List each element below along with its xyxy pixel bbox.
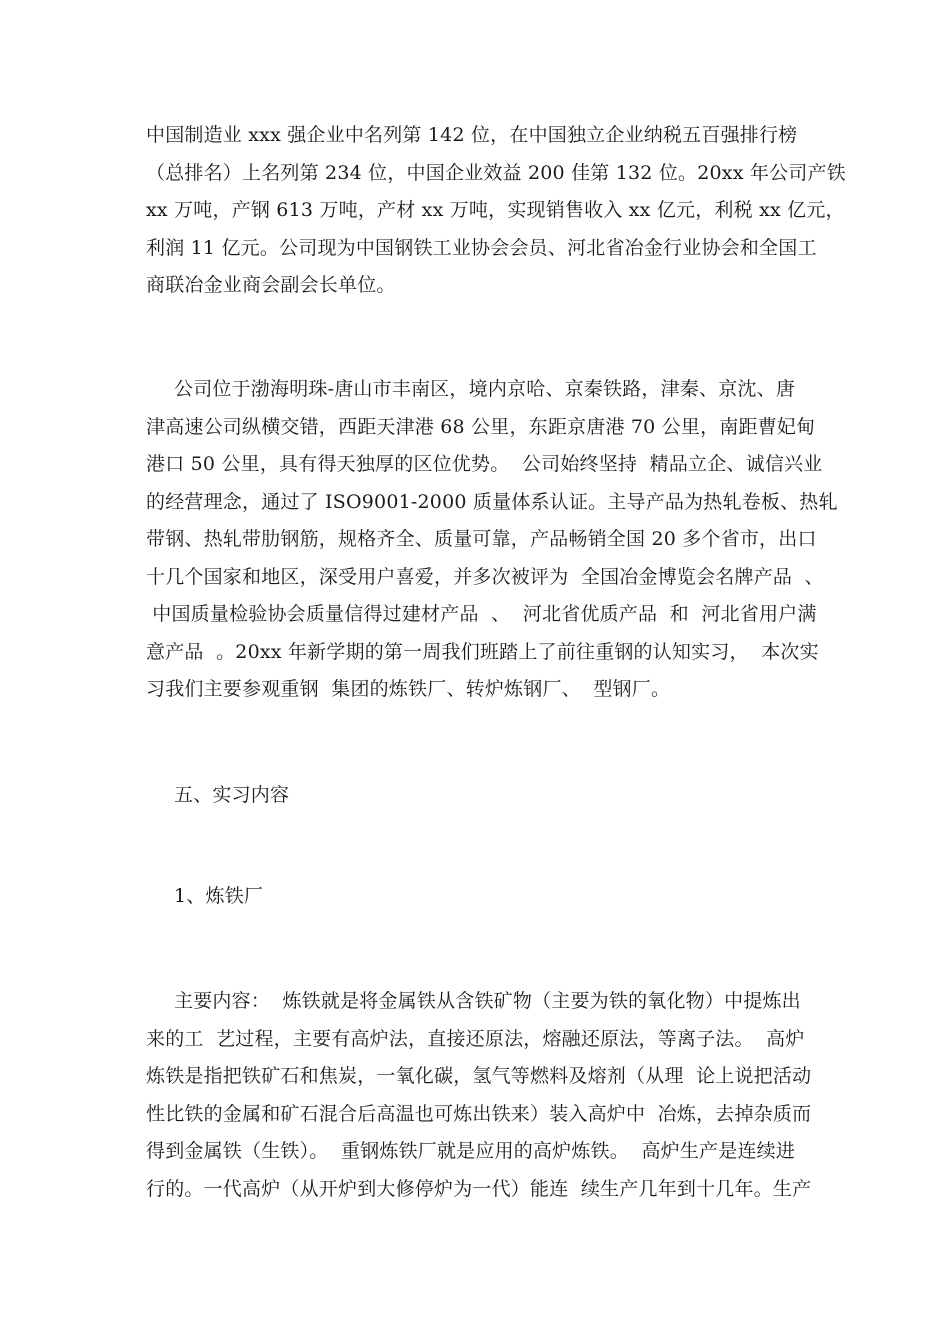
text-line: 习我们主要参观重钢 集团的炼铁厂、转炉炼钢厂、 型钢厂。 — [146, 678, 671, 700]
subsection-heading: 1、炼铁厂 — [174, 885, 264, 907]
text-line: xx 万吨，产钢 613 万吨，产材 xx 万吨，实现销售收入 xx 亿元，利税 xx 亿元， — [146, 199, 845, 221]
text-line: 行的。一代高炉（从开炉到大修停炉为一代）能连 续生产几年到十几年。生产 — [146, 1178, 812, 1200]
text-line: 得到金属铁（生铁）。 重钢炼铁厂就是应用的高炉炼铁。 高炉生产是连续进 — [146, 1140, 796, 1162]
section-heading: 五、实习内容 — [174, 784, 290, 806]
text-line: 的经营理念，通过了 ISO9001-2000 质量体系认证。主导产品为热轧卷板、热轧 — [146, 491, 838, 513]
text-line: 意产品 。20xx 年新学期的第一周我们班踏上了前往重钢的认知实习， 本次实 — [146, 641, 819, 663]
text-line: 公司位于渤海明珠-唐山市丰南区，境内京哈、京秦铁路，津秦、京沈、唐 — [174, 378, 796, 400]
text-line: 中国质量检验协会质量信得过建材产品 、 河北省优质产品 和 河北省用户满 — [146, 603, 817, 625]
text-line: 商联冶金业商会副会长单位。 — [146, 274, 396, 296]
text-line: 十几个国家和地区，深受用户喜爱，并多次被评为 全国冶金博览会名牌产品 、 — [146, 566, 824, 588]
text-line: 性比铁的金属和矿石混合后高温也可炼出铁来）装入高炉中 冶炼，去掉杂质而 — [146, 1103, 812, 1125]
text-line: 带钢、热轧带肋钢筋，规格齐全、质量可靠，产品畅销全国 20 多个省市，出口 — [146, 528, 817, 550]
text-line: 津高速公司纵横交错，西距天津港 68 公里，东距京唐港 70 公里，南距曹妃甸 — [146, 416, 816, 438]
text-line: （总排名）上名列第 234 位，中国企业效益 200 佳第 132 位。20xx 年公司产铁 — [146, 162, 846, 184]
text-line: 来的工 艺过程，主要有高炉法，直接还原法，熔融还原法，等离子法。 高炉 — [146, 1028, 805, 1050]
text-line: 中国制造业 xxx 强企业中名列第 142 位，在中国独立企业纳税五百强排行榜 — [146, 124, 798, 146]
text-line: 炼铁是指把铁矿石和焦炭，一氧化碳，氢气等燃料及熔剂（从理 论上说把活动 — [146, 1065, 812, 1087]
text-line: 主要内容： 炼铁就是将金属铁从含铁矿物（主要为铁的氧化物）中提炼出 — [174, 990, 801, 1012]
text-line: 利润 11 亿元。公司现为中国钢铁工业协会会员、河北省冶金行业协会和全国工 — [146, 237, 817, 259]
text-line: 港口 50 公里，具有得天独厚的区位优势。 公司始终坚持 精品立企、诚信兴业 — [146, 453, 823, 475]
